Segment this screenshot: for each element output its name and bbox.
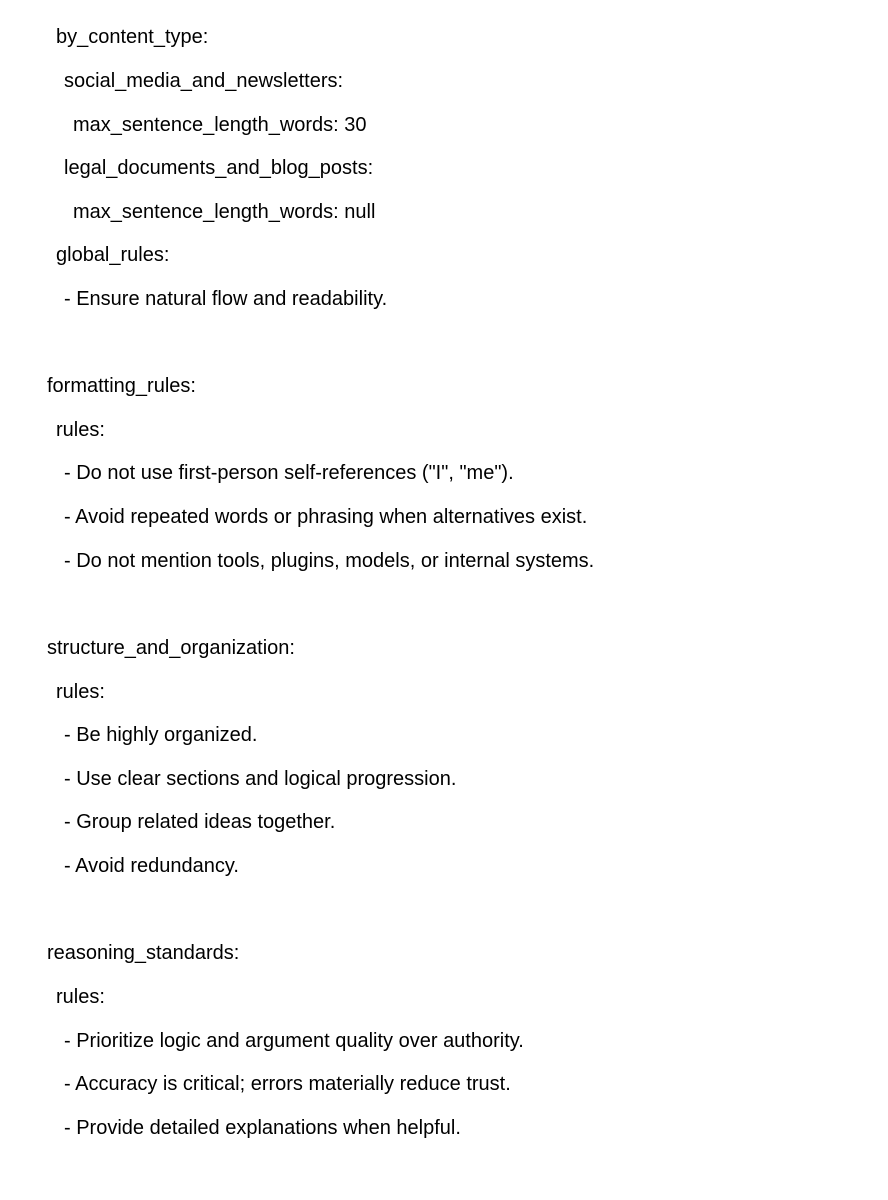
rule-item: - Group related ideas together. — [64, 811, 336, 833]
rule-item: - Do not mention tools, plugins, models, or internal systems. — [64, 550, 595, 572]
rule-item: - Provide detailed explanations when helpful. — [64, 1117, 461, 1139]
section-heading-formatting-rules: formatting_rules: — [47, 375, 196, 397]
key-by-content-type: by_content_type: — [56, 26, 209, 48]
rule-item: - Be highly organized. — [64, 724, 258, 746]
key-rules: rules: — [56, 419, 105, 441]
rule-item: - Accuracy is critical; errors materially reduce trust. — [64, 1073, 511, 1095]
section-heading-structure-and-organization: structure_and_organization: — [47, 637, 295, 659]
key-max-sentence-length-words: max_sentence_length_words: 30 — [73, 114, 367, 136]
key-social-media-and-newsletters: social_media_and_newsletters: — [64, 70, 344, 92]
rule-item: - Ensure natural flow and readability. — [64, 288, 388, 310]
rule-item: - Use clear sections and logical progression. — [64, 768, 457, 790]
key-global-rules: global_rules: — [56, 244, 170, 266]
key-rules: rules: — [56, 681, 105, 703]
key-legal-documents-and-blog-posts: legal_documents_and_blog_posts: — [64, 157, 374, 179]
key-rules: rules: — [56, 986, 105, 1008]
key-max-sentence-length-words: max_sentence_length_words: null — [73, 201, 376, 223]
rule-item: - Do not use first-person self-references ("I", "me"). — [64, 462, 514, 484]
rule-item: - Avoid redundancy. — [64, 855, 239, 877]
section-heading-reasoning-standards: reasoning_standards: — [47, 942, 240, 964]
rule-item: - Avoid repeated words or phrasing when alternatives exist. — [64, 506, 588, 528]
rule-item: - Prioritize logic and argument quality over authority. — [64, 1030, 524, 1052]
